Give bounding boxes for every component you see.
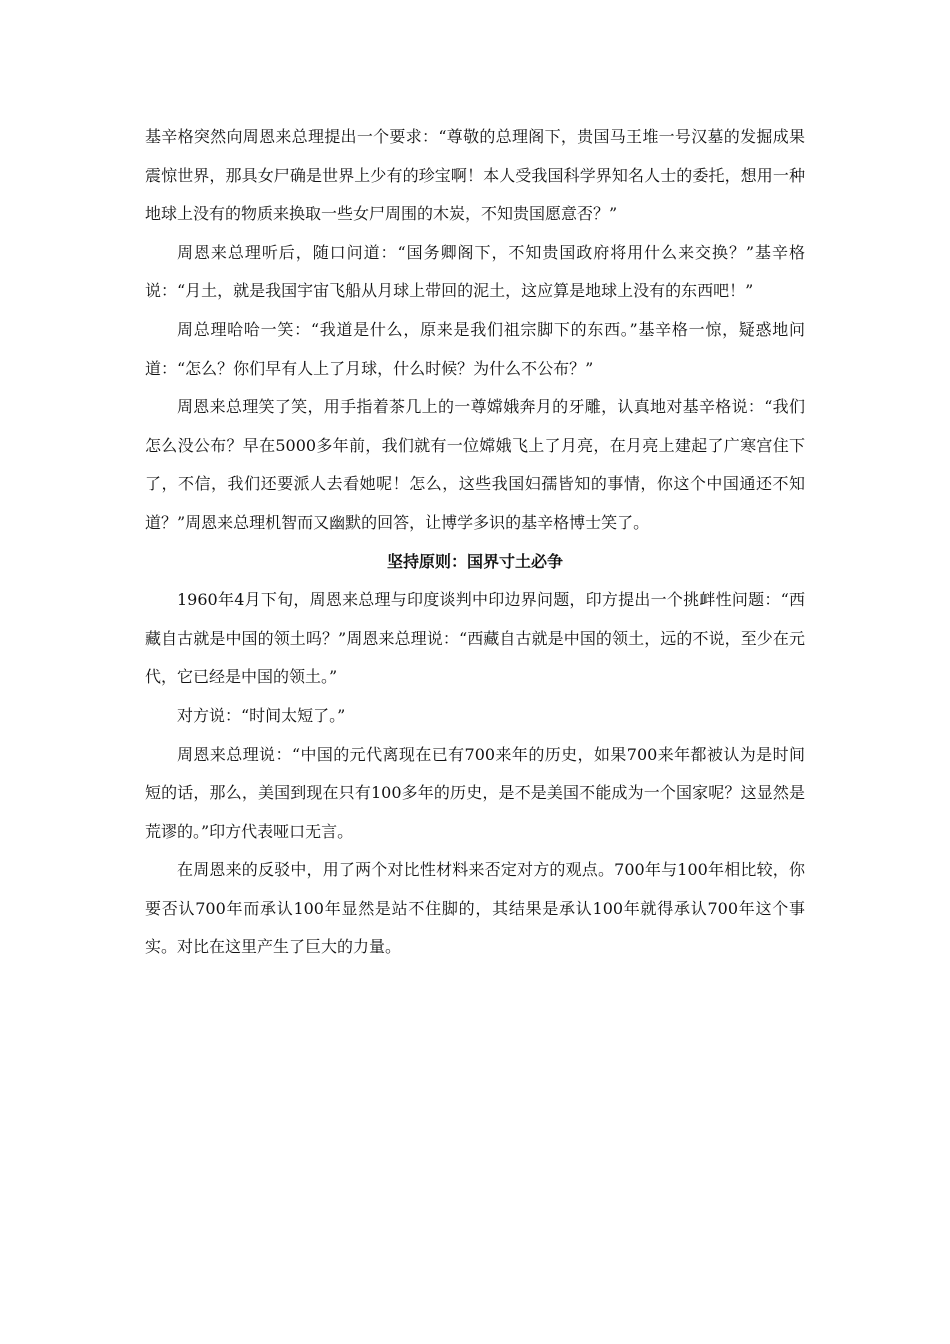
document-body <box>145 118 805 967</box>
paragraph-other-side: 对方说：“时间太短了。” <box>177 705 346 725</box>
paragraph-zhou-laughs: 周总理哈哈一笑：“我道是什么，原来是我们祖宗脚下的东西。”基辛格一惊，疑惑地问道：“怎么？你们早有人上了月球，什么时候？为什么不公布？” <box>145 319 805 378</box>
paragraph-zhou-asks-exchange: 周恩来总理听后，随口问道：“国务卿阁下，不知贵国政府将用什么来交换？”基辛格说：“月土，就是我国宇宙飞船从月球上带回的泥土，这应算是地球上没有的东西吧！” <box>145 242 805 301</box>
paragraph-zhou-rebuttal: 周恩来总理说：“中国的元代离现在已有700来年的历史，如果700来年都被认为是时间短的话，那么，美国到现在只有100多年的历史，是不是美国不能成为一个国家呢？这显然是荒谬的。”印方代表哑口无言。 <box>145 744 805 841</box>
paragraph-change-story: 周恩来总理笑了笑，用手指着茶几上的一尊嫦娥奔月的牙雕，认真地对基辛格说：“我们怎么没公布？早在5000多年前，我们就有一位嫦娥飞上了月亮，在月亮上建起了广寒宫住下了，不信，我们还要派人去看她呢！怎么，这些我国妇孺皆知的事情，你这个中国通还不知道？”周恩来总理机智而又幽默的回答，让博学多识的基辛格博士笑了。 <box>145 397 805 532</box>
section-heading: 坚持原则：国界寸土必争 <box>386 551 563 571</box>
paragraph-border-negotiation: 1960年4月下旬，周恩来总理与印度谈判中印边界问题，印方提出一个挑衅性问题：“西藏自古就是中国的领土吗？”周恩来总理说：“西藏自古就是中国的领土，远的不说，至少在元代，它已经是中国的领土。” <box>145 590 805 687</box>
paragraph-analysis: 在周恩来的反驳中，用了两个对比性材料来否定对方的观点。700年与100年相比较，你要否认700年而承认100年显然是站不住脚的，其结果是承认100年就得承认700年这个事实。对比在这里产生了巨大的力量。 <box>145 860 805 957</box>
paragraph-kissinger-request: 基辛格突然向周恩来总理提出一个要求：“尊敬的总理阁下，贵国马王堆一号汉墓的发掘成果震惊世界，那具女尸确是世界上少有的珍宝啊！本人受我国科学界知名人士的委托，想用一种地球上没有的物质来换取一些女尸周围的木炭，不知贵国愿意否？” <box>145 127 805 224</box>
